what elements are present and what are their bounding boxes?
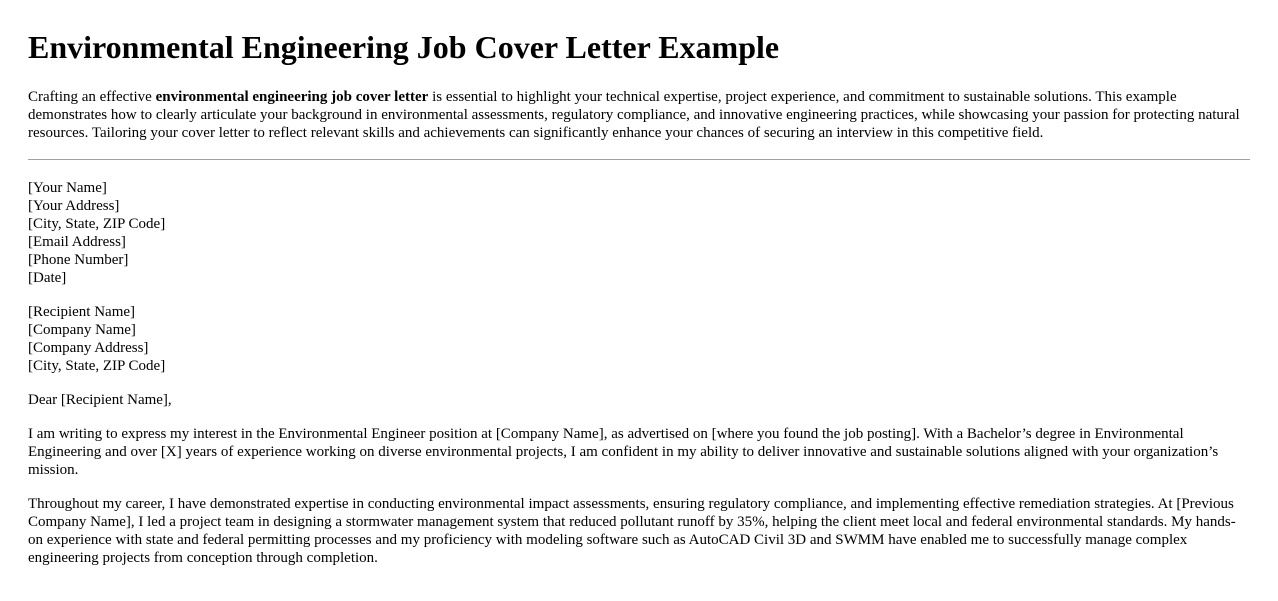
sender-city-state-zip: [City, State, ZIP Code]	[28, 216, 166, 232]
sender-address: [Your Address]	[28, 198, 120, 214]
sender-name: [Your Name]	[28, 180, 107, 196]
document-page	[28, 0, 1250, 567]
sender-phone: [Phone Number]	[28, 252, 129, 268]
salutation: Dear [Recipient Name],	[28, 392, 172, 408]
sender-email: [Email Address]	[28, 234, 126, 250]
intro-paragraph	[28, 88, 1250, 142]
page-title: Environmental Engineering Job Cover Letter Example	[28, 29, 780, 65]
letter-date: [Date]	[28, 270, 67, 286]
recipient-company-address: [Company Address]	[28, 340, 149, 356]
section-divider	[28, 159, 1250, 160]
intro-text-end: is essential to highlight your technical expertise, project experience, and commitment to sustainable solutions. This example demonstrates how to clearly articulate your background in environmental assessments, regulatory compliance, and innovative engineering practices, while showcasing your passion for protecting natural resources. Tailoring your cover letter to reflect relevant skills and achievements can significantly enhance your chances of securing an interview in this competitive field.	[28, 89, 1240, 141]
sender-address-block	[28, 179, 1250, 287]
intro-text-start: Crafting an effective	[28, 89, 156, 105]
recipient-address-block	[28, 303, 1250, 375]
body-paragraph: I am writing to express my interest in the Environmental Engineer position at [Company Name], as advertised on [where you found the job posting]. With a Bachelor’s degree in Environmental Engineering and over [X] years of experience working on diverse environmental projects, I am confident in my ability to deliver innovative and sustainable solutions aligned with your organization’s mission.	[28, 426, 1219, 478]
intro-bold-phrase: environmental engineering job cover letter	[155, 89, 429, 105]
recipient-city-state-zip: [City, State, ZIP Code]	[28, 358, 166, 374]
body-paragraph: Throughout my career, I have demonstrated expertise in conducting environmental impact assessments, ensuring regulatory compliance, and implementing effective remediation strategies. At [Previous Company Name], I led a project team in designing a stormwater management system that reduced pollutant runoff by 35%, helping the client meet local and federal environmental standards. My hands-on experience with state and federal permitting processes and my proficiency with modeling software such as AutoCAD Civil 3D and SWMM have enabled me to successfully manage complex engineering projects from conception through completion.	[28, 496, 1236, 566]
recipient-name: [Recipient Name]	[28, 304, 136, 320]
recipient-company-name: [Company Name]	[28, 322, 136, 338]
